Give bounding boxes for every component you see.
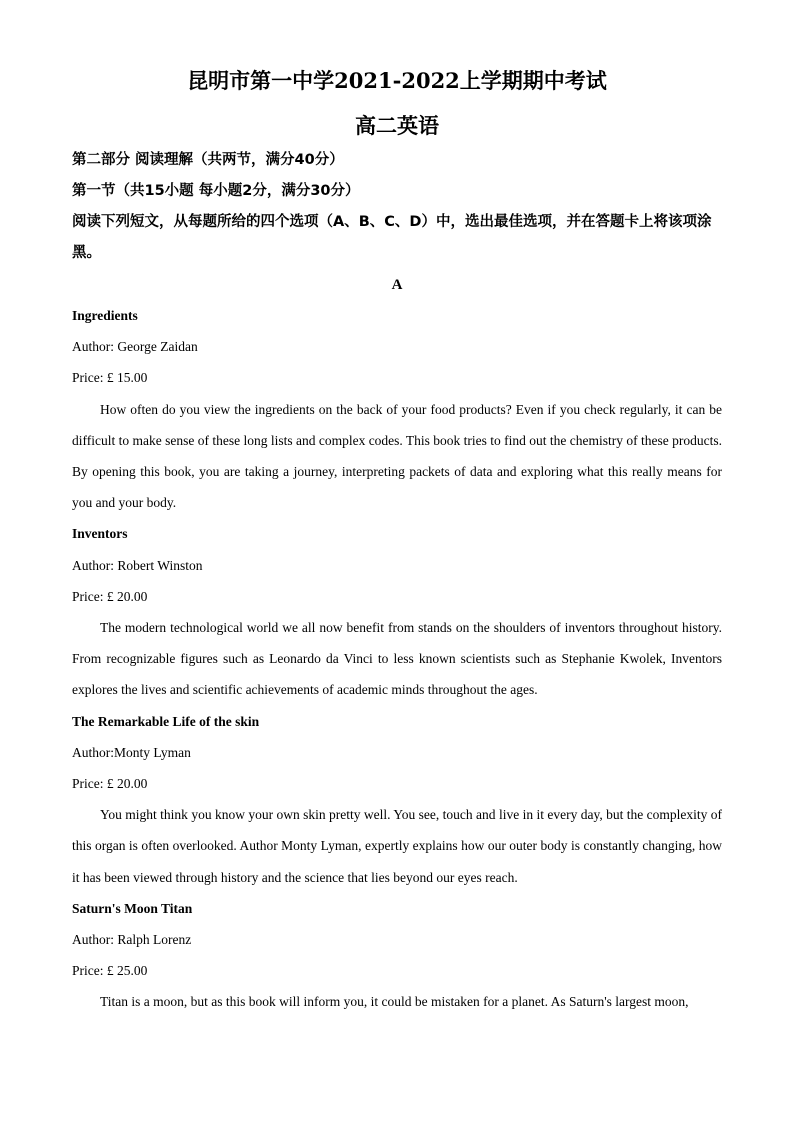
section-heading: 第一节（共15小题 每小题2分，满分30分） — [72, 183, 360, 199]
book-entry — [72, 706, 722, 893]
book-description: You might think you know your own skin pretty well. You see, touch and live in it every day, but the complexity of this organ is often overlooked. Author Monty Lyman, expertly explains how our outer body is constantly changing, how it has been viewed through history and the science that lies beyond our eyes reach. — [72, 807, 722, 885]
book-entry — [72, 518, 722, 705]
book-entry — [72, 300, 722, 518]
book-author: Author: George Zaidan — [72, 339, 198, 355]
book-price: Price: £ 20.00 — [72, 776, 148, 792]
book-description: The modern technological world we all now benefit from stands on the shoulders of inventors throughout history. From recognizable figures such as Leonardo da Vinci to less known scientists such as Stephanie Kwolek, Inventors explores the lives and scientific achievements of academic minds throughout the ages. — [72, 620, 722, 698]
passage-label: A — [391, 277, 403, 293]
book-author: Author:Monty Lyman — [72, 744, 191, 760]
book-entry — [72, 893, 722, 1018]
book-title: Inventors — [72, 526, 128, 542]
book-price: Price: £ 25.00 — [72, 963, 148, 979]
book-title: Saturn's Moon Titan — [72, 900, 193, 916]
book-description: Titan is a moon, but as this book will inform you, it could be mistaken for a planet. As Saturn's largest moon, — [100, 994, 689, 1010]
book-author: Author: Robert Winston — [72, 557, 203, 573]
book-description: How often do you view the ingredients on the back of your food products? Even if you check regularly, it can be difficult to make sense of these long lists and complex codes. This book tries to find out the chemistry of these products. By opening this book, you are taking a journey, interpreting packets of data and exploring what this really means for you and your body. — [72, 401, 723, 511]
part-heading: 第二部分 阅读理解（共两节，满分40分） — [72, 152, 344, 168]
book-price: Price: £ 20.00 — [72, 588, 148, 604]
book-title: Ingredients — [72, 308, 138, 323]
book-price: Price: £ 15.00 — [72, 370, 148, 386]
passage-content — [72, 300, 722, 1018]
book-title: The Remarkable Life of the skin — [72, 713, 260, 729]
book-author: Author: Ralph Lorenz — [72, 932, 192, 948]
exam-subtitle: 高二英语 — [355, 113, 439, 138]
exam-title: 昆明市第一中学2021-2022上学期期中考试 — [187, 68, 607, 93]
directions-text: 阅读下列短文，从每题所给的四个选项（A、B、C、D）中，选出最佳选项，并在答题卡上将该项涂黑。 — [72, 214, 712, 261]
